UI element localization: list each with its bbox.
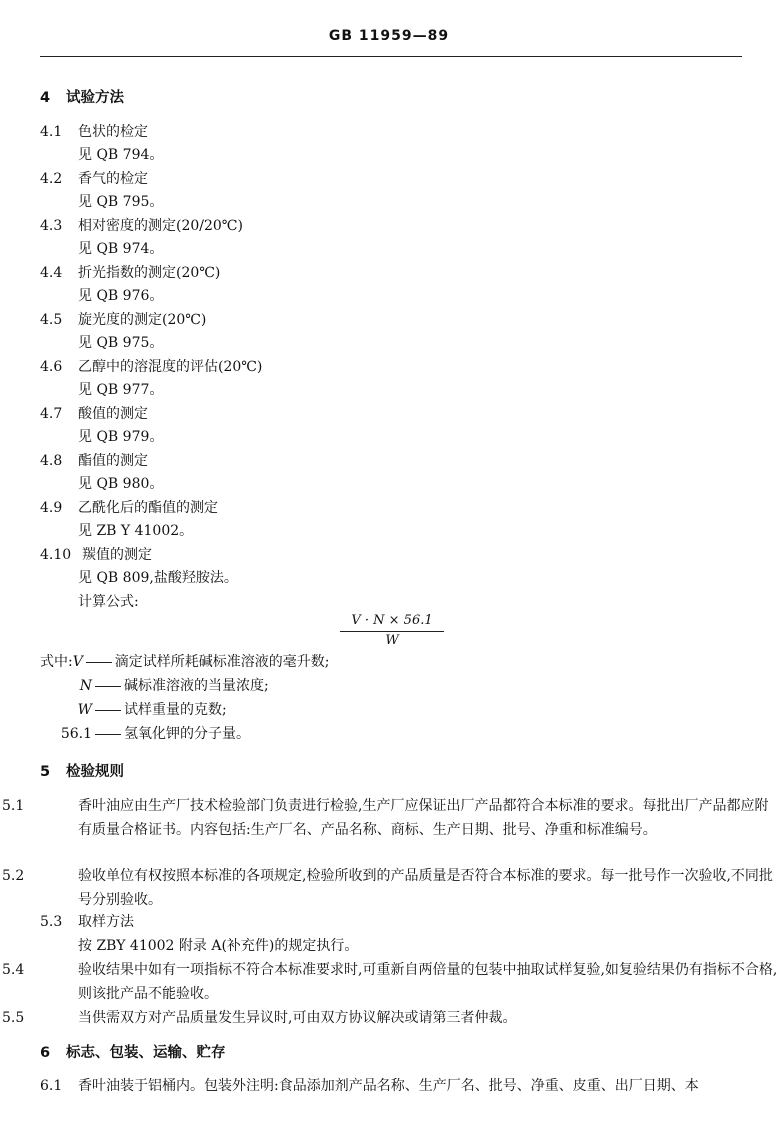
definition-w: [40, 700, 227, 720]
item-number: 4.1: [40, 124, 63, 140]
page-header: GB 11959—89: [328, 28, 450, 44]
section-title: 标志、包装、运输、贮存: [66, 1045, 226, 1061]
clause-title: 取样方法: [78, 914, 134, 930]
item-4-10: [40, 545, 152, 565]
fraction-bar: [340, 631, 444, 632]
definition-v: [40, 652, 329, 672]
item-number: 4.4: [40, 265, 63, 281]
clause-text: 当供需双方对产品质量发生异议时,可由双方协议解决或请第三者仲裁。: [78, 1010, 517, 1026]
item-title: 折光指数的测定(20℃): [78, 265, 221, 281]
item-title: 乙醇中的溶混度的评估(20℃): [78, 359, 263, 375]
item-4-4: [40, 263, 220, 283]
clause-5-1: [2, 794, 778, 842]
item-4-2-ref: 见 QB 795。: [78, 194, 164, 210]
item-4-8: [40, 451, 148, 471]
clause-number: 5.1: [2, 798, 25, 814]
section-number: 6: [40, 1045, 51, 1061]
item-4-5: [40, 310, 206, 330]
item-number: 4.3: [40, 218, 63, 234]
clause-number: 5.5: [2, 1010, 25, 1026]
section-title: 检验规则: [66, 764, 124, 780]
clause-5-2: [2, 864, 778, 912]
symbol: V: [72, 654, 83, 670]
section-5-heading: [40, 762, 124, 782]
definition-mw: [40, 724, 250, 744]
clause-6-1: [40, 1076, 699, 1096]
item-4-6: [40, 357, 262, 377]
formula: [340, 612, 444, 649]
formula-numerator: V · N × 56.1: [351, 613, 433, 628]
section-number: 4: [40, 90, 51, 106]
clause-number: 5.2: [2, 868, 25, 884]
item-4-9: [40, 498, 218, 518]
item-title: 羰值的测定: [82, 547, 152, 563]
item-title: 色状的检定: [78, 124, 148, 140]
item-title: 酸值的测定: [78, 406, 148, 422]
clause-5-5: [2, 1006, 778, 1030]
symbol: 56.1: [60, 726, 92, 742]
item-title: 旋光度的测定(20℃): [78, 312, 207, 328]
clause-5-4: [2, 958, 778, 1006]
item-title: 香气的检定: [78, 171, 148, 187]
section-4-heading: [40, 88, 124, 108]
formula-denominator: W: [385, 633, 399, 648]
definition-text: 氢氧化钾的分子量。: [124, 726, 250, 742]
item-4-1: [40, 122, 148, 142]
clause-number: 5.4: [2, 962, 25, 978]
clause-text: 验收结果中如有一项指标不符合本标准要求时,可重新自两倍量的包装中抽取试样复验,如复验结果仍有指标不合格,则该批产品不能验收。: [78, 962, 778, 1002]
item-number: 4.10: [40, 547, 72, 563]
section-number: 5: [40, 764, 51, 780]
item-4-3: [40, 216, 243, 236]
item-4-4-ref: 见 QB 976。: [78, 288, 164, 304]
definition-text: 碱标准溶液的当量浓度;: [124, 678, 269, 694]
item-4-2: [40, 169, 148, 189]
item-number: 4.2: [40, 171, 63, 187]
dash: [95, 686, 121, 687]
item-number: 4.6: [40, 359, 63, 375]
definition-text: 滴定试样所耗碱标准溶液的毫升数;: [114, 654, 330, 670]
item-number: 4.7: [40, 406, 63, 422]
item-number: 4.9: [40, 500, 63, 516]
dash: [86, 662, 112, 663]
item-4-5-ref: 见 QB 975。: [78, 335, 164, 351]
dash: [95, 734, 121, 735]
clause-5-3-text: 按 ZBY 41002 附录 A(补充件)的规定执行。: [78, 938, 359, 954]
clause-5-3: [40, 912, 134, 932]
symbol: W: [77, 702, 92, 718]
item-4-10-ref: 见 QB 809,盐酸羟胺法。: [78, 570, 238, 586]
item-number: 4.8: [40, 453, 63, 469]
item-4-6-ref: 见 QB 977。: [78, 382, 164, 398]
item-number: 4.5: [40, 312, 63, 328]
item-4-7: [40, 404, 148, 424]
clause-text: 香叶油装于铝桶内。包装外注明:食品添加剂产品名称、生产厂名、批号、净重、皮重、出厂日期、本: [78, 1078, 699, 1094]
section-title: 试验方法: [66, 90, 124, 106]
clause-number: 5.3: [40, 914, 63, 930]
clause-text: 香叶油应由生产厂技术检验部门负责进行检验,生产厂应保证出厂产品都符合本标准的要求。每批出厂产品都应附有质量合格证书。内容包括:生产厂名、产品名称、商标、生产日期、批号、净重和标准编号。: [78, 798, 769, 838]
where-intro: 式中:: [40, 654, 73, 670]
section-6-heading: [40, 1043, 226, 1063]
dash: [95, 710, 121, 711]
header-rule: [40, 56, 742, 57]
item-title: 相对密度的测定(20/20℃): [78, 218, 243, 234]
definition-n: [40, 676, 269, 696]
item-title: 乙酰化后的酯值的测定: [78, 500, 218, 516]
item-4-7-ref: 见 QB 979。: [78, 429, 164, 445]
clause-number: 6.1: [40, 1078, 63, 1094]
item-4-1-ref: 见 QB 794。: [78, 147, 164, 163]
item-4-3-ref: 见 QB 974。: [78, 241, 164, 257]
formula-label: 计算公式:: [78, 594, 139, 610]
item-title: 酯值的测定: [78, 453, 148, 469]
clause-text: 验收单位有权按照本标准的各项规定,检验所收到的产品质量是否符合本标准的要求。每一批号作一次验收,不同批号分别验收。: [78, 868, 773, 908]
item-4-9-ref: 见 ZB Y 41002。: [78, 523, 194, 539]
definition-text: 试样重量的克数;: [124, 702, 227, 718]
item-4-8-ref: 见 QB 980。: [78, 476, 164, 492]
symbol: N: [79, 678, 92, 694]
